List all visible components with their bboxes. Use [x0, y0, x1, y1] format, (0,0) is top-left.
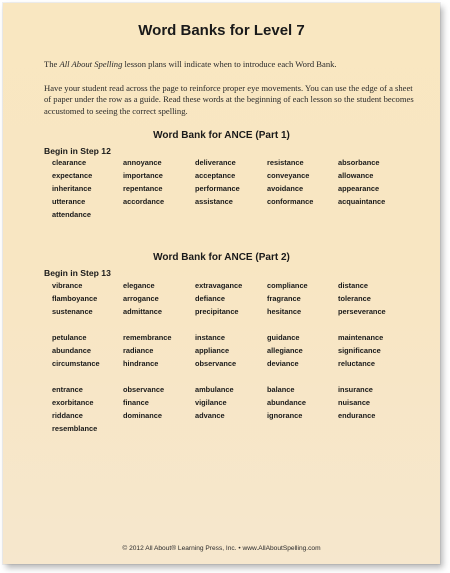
- word-item: entrance: [52, 385, 83, 394]
- word-item: perseverance: [338, 307, 386, 316]
- word-item: dominance: [123, 411, 163, 420]
- word-item: radiance: [123, 346, 154, 355]
- word-item: ignorance: [267, 411, 303, 420]
- word-bank-title: Word Bank for ANCE (Part 1): [153, 130, 290, 141]
- word-item: importance: [123, 171, 163, 180]
- word-item: avoidance: [267, 184, 304, 193]
- word-item: sustenance: [52, 307, 93, 316]
- word-item: compliance: [267, 281, 308, 290]
- word-item: abundance: [267, 398, 307, 407]
- word-item: accordance: [123, 197, 165, 206]
- word-item: deviance: [267, 359, 299, 368]
- word-item: remembrance: [123, 333, 172, 342]
- program-name: All About Spelling: [59, 59, 123, 69]
- word-item: clearance: [52, 158, 87, 167]
- word-item: fragrance: [267, 294, 301, 303]
- word-item: insurance: [338, 385, 373, 394]
- word-item: hesitance: [267, 307, 302, 316]
- word-item: balance: [267, 385, 295, 394]
- word-item: attendance: [52, 210, 92, 219]
- word-item: maintenance: [338, 333, 384, 342]
- word-item: acquaintance: [338, 197, 386, 206]
- word-item: significance: [338, 346, 381, 355]
- word-item: assistance: [195, 197, 233, 206]
- word-item: tolerance: [338, 294, 371, 303]
- intro-text: lesson plans will indicate when to introduce each Word Bank.: [122, 59, 337, 69]
- word-item: endurance: [338, 411, 376, 420]
- word-item: allegiance: [267, 346, 303, 355]
- word-bank-title: Word Bank for ANCE (Part 2): [153, 252, 290, 263]
- word-item: advance: [195, 411, 225, 420]
- intro-paragraph-2: Have your student read across the page to reinforce proper eye movements. You can use the edge of a sheet of paper under the row as a guide. Read these words at the beginning of each lesson so the student becomes accustomed to seeing the correct spelling.: [44, 83, 414, 116]
- word-item: conformance: [267, 197, 314, 206]
- word-item: inheritance: [52, 184, 92, 193]
- word-item: vibrance: [52, 281, 83, 290]
- word-item: conveyance: [267, 171, 310, 180]
- word-item: annoyance: [123, 158, 162, 167]
- word-item: extravagance: [195, 281, 243, 290]
- step-label: Begin in Step 13: [44, 268, 111, 278]
- word-item: ambulance: [195, 385, 234, 394]
- word-item: resemblance: [52, 424, 98, 433]
- word-item: appliance: [195, 346, 230, 355]
- word-item: precipitance: [195, 307, 239, 316]
- word-item: circumstance: [52, 359, 100, 368]
- word-item: guidance: [267, 333, 300, 342]
- word-item: repentance: [123, 184, 163, 193]
- word-item: absorbance: [338, 158, 380, 167]
- word-item: hindrance: [123, 359, 159, 368]
- word-item: utterance: [52, 197, 86, 206]
- word-item: reluctance: [338, 359, 375, 368]
- word-item: defiance: [195, 294, 225, 303]
- word-item: expectance: [52, 171, 93, 180]
- word-item: exorbitance: [52, 398, 94, 407]
- word-item: elegance: [123, 281, 155, 290]
- word-item: nuisance: [338, 398, 371, 407]
- word-item: resistance: [267, 158, 304, 167]
- word-item: observance: [123, 385, 165, 394]
- word-item: abundance: [52, 346, 92, 355]
- worksheet-page: [3, 3, 440, 564]
- word-item: arrogance: [123, 294, 159, 303]
- copyright-footer: © 2012 All About® Learning Press, Inc. • www.AllAboutSpelling.com: [122, 545, 321, 552]
- word-item: riddance: [52, 411, 83, 420]
- word-item: allowance: [338, 171, 374, 180]
- word-item: flamboyance: [52, 294, 98, 303]
- word-item: observance: [195, 359, 237, 368]
- word-item: performance: [195, 184, 240, 193]
- word-item: distance: [338, 281, 368, 290]
- step-label: Begin in Step 12: [44, 146, 111, 156]
- word-item: acceptance: [195, 171, 236, 180]
- word-item: finance: [123, 398, 149, 407]
- intro-text: The: [44, 59, 60, 69]
- intro-paragraph-1: [44, 59, 414, 70]
- word-item: deliverance: [195, 158, 236, 167]
- word-item: vigilance: [195, 398, 227, 407]
- word-item: admittance: [123, 307, 163, 316]
- page-title: Word Banks for Level 7: [138, 22, 305, 39]
- word-item: instance: [195, 333, 225, 342]
- word-item: petulance: [52, 333, 87, 342]
- word-item: appearance: [338, 184, 380, 193]
